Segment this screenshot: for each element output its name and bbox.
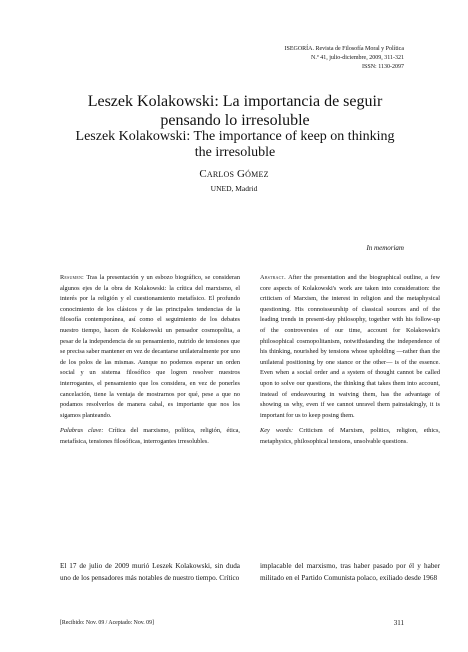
body-text-right: implacable del marxismo, tras haber pasado por él y haber militado en el Partido Comunista polaco, exiliado desde 1968 <box>260 562 440 582</box>
journal-issue: N.º 41, julio-diciembre, 2009, 311-321 <box>311 55 404 61</box>
author-name <box>0 168 468 180</box>
title-es-line-2: pensando lo irresoluble <box>160 112 310 129</box>
section-label: In memoriam <box>366 244 404 252</box>
keywords-es-paragraph <box>60 426 240 447</box>
article-title-spanish <box>30 92 440 130</box>
abstract-english <box>260 273 440 448</box>
title-en-line-1: Leszek Kolakowski: The importance of keep on thinking <box>75 129 395 144</box>
title-en-line-2: the irresoluble <box>194 145 276 160</box>
keywords-es-text: Crítica del marxismo, política, religión, ética, metafísica, tensiones filosóficas, interrogantes irresolubles. <box>60 427 240 445</box>
author-affiliation: UNED, Madrid <box>210 184 258 193</box>
abstract-en-paragraph <box>260 273 440 421</box>
keywords-en-label: Key words: <box>260 427 294 435</box>
journal-name: ISEGORÍA. Revista de Filosofía Moral y Política <box>284 46 404 52</box>
author-name-text: Carlos Gómez <box>199 168 269 180</box>
abstract-en-label: Abstract. <box>260 274 286 281</box>
journal-header <box>204 45 404 72</box>
page-number: 311 <box>393 619 404 627</box>
abstract-es-text: Tras la presentación y un esbozo biográfico, se consideran algunos ejes de la obra de Kolakowski: la crítica del marxismo, el interés por la religión y el cuestionamiento metafísico. El profundo conocimiento de los clásicos y de las principales tendencias de la filosofía contemporánea, así como el seguimiento de los debates nuestro tiempo, hacen de Kolakowski un pensador cosmopolita, a pesar de la independencia de su pensamiento, nutrido de tensiones que se precisa saber mantener en vez de decantarse unilateralmente por uno de los polos de las mismas. Aunque no podemos esperar un orden social y un sistema filosófico que logren resolver nuestros interrogantes, el pensamiento que los considera, en vez de ponerles cancelación, tiene la ventaja de mostrarnos por qué, pese a que no podamos resolverlos de manera cabal, es importante que nos los sigamos planteando. <box>60 274 241 419</box>
abstract-es-label: Resumen: <box>60 274 84 281</box>
received-accepted-note: [Recibido: Nov. 09 / Aceptado: Nov. 09] <box>60 620 154 626</box>
keywords-en-text: Criticism of Marxism, politics, religion, ethics, metaphysics, philosophical tensions, unsolvable questions. <box>260 427 440 445</box>
abstract-en-text: After the presentation and the biographical outline, a few core aspects of Kolakowski's work are taken into consideration: the criticism of Marxism, the interest in religion and the metaphysical questioning. His connoisseurship of classical sources and of the leading trends in present-day philosophy, together with his follow-up of the controversies of our time, account for Kolakowski's philosophical cosmopolitanism, notwithstanding the independence of his thinking, nourished by tensions whose upholding —rather than the unilateral positioning by one stance or the other— is of the essence. Even when a social order and a system of thought cannot be called upon to solve our questions, the thinking that takes them into account, instead of endeavouring in waiving them, has the advantage of showing us why, even if we cannot unravel them painstakingly, it is important for us to keep posing them. <box>260 274 440 419</box>
abstract-es-paragraph <box>60 273 240 421</box>
article-title-english <box>30 129 440 161</box>
keywords-es-label: Palabras clave: <box>60 427 104 435</box>
keywords-en-paragraph <box>260 426 440 447</box>
title-es-line-1: Leszek Kolakowski: La importancia de seguir <box>87 93 383 110</box>
abstract-spanish <box>60 273 240 448</box>
body-text-left: El 17 de julio de 2009 murió Leszek Kolakowski, sin duda uno de los pensadores más notables de nuestro tiempo. Crítico <box>60 562 240 582</box>
journal-issn: ISSN: 1130-2097 <box>362 64 404 70</box>
